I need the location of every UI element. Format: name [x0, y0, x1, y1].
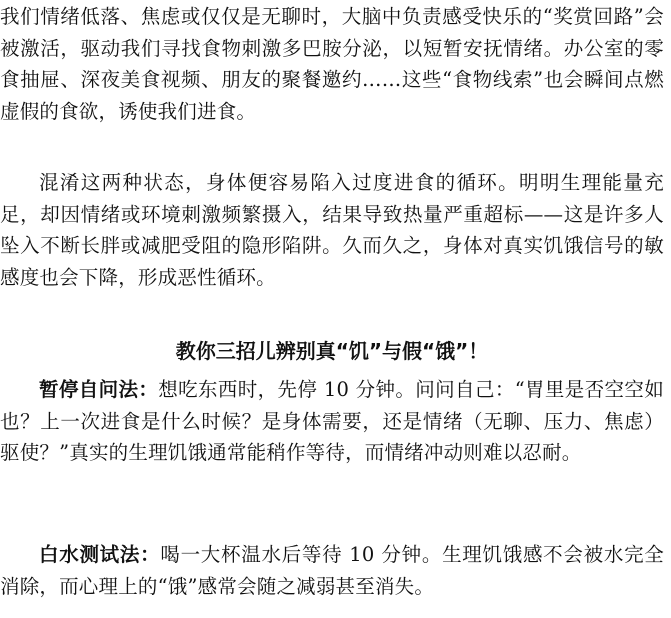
- tip-body: 喝一大杯温水后等待 10 分钟。生理饥饿感不会被水完全消除，而心理上的“饿”感常会随之减弱甚至消失。: [0, 543, 664, 598]
- tip-water-test: [0, 539, 664, 602]
- tip-title: 白水测试法：: [39, 543, 161, 566]
- tip-body: 想吃东西时，先停 10 分钟。问问自己：“胃里是否空空如也？上一次进食是什么时候？是身体需要，还是情绪（无聊、压力、焦虑）驱使？”真实的生理饥饿通常能稍作等待，而情绪冲动则难以忍耐。: [0, 378, 665, 464]
- section-heading: 教你三招儿辨别真“饥”与假“饿”！: [175, 339, 489, 363]
- tip-title: 暂停自问法：: [39, 378, 159, 401]
- tip-pause-and-ask: [0, 374, 664, 469]
- paragraph-emotional-eating: 我们情绪低落、焦虑或仅仅是无聊时，大脑中负责感受快乐的“奖赏回路”会被激活，驱动我们寻找食物刺激多巴胺分泌，以短暂安抚情绪。办公室的零食抽屉、深夜美食视频、朋友的聚餐邀约……这些“食物线索”也会瞬间点燃虚假的食欲，诱使我们进食。: [0, 5, 664, 123]
- paragraph-overeating-cycle: 混淆这两种状态，身体便容易陷入过度进食的循环。明明生理能量充足，却因情绪或环境刺激频繁摄入，结果导致热量严重超标——这是许多人坠入不断长胖或减肥受阻的隐形陷阱。久而久之，身体对真实饥饿信号的敏感度也会下降，形成恶性循环。: [0, 171, 664, 289]
